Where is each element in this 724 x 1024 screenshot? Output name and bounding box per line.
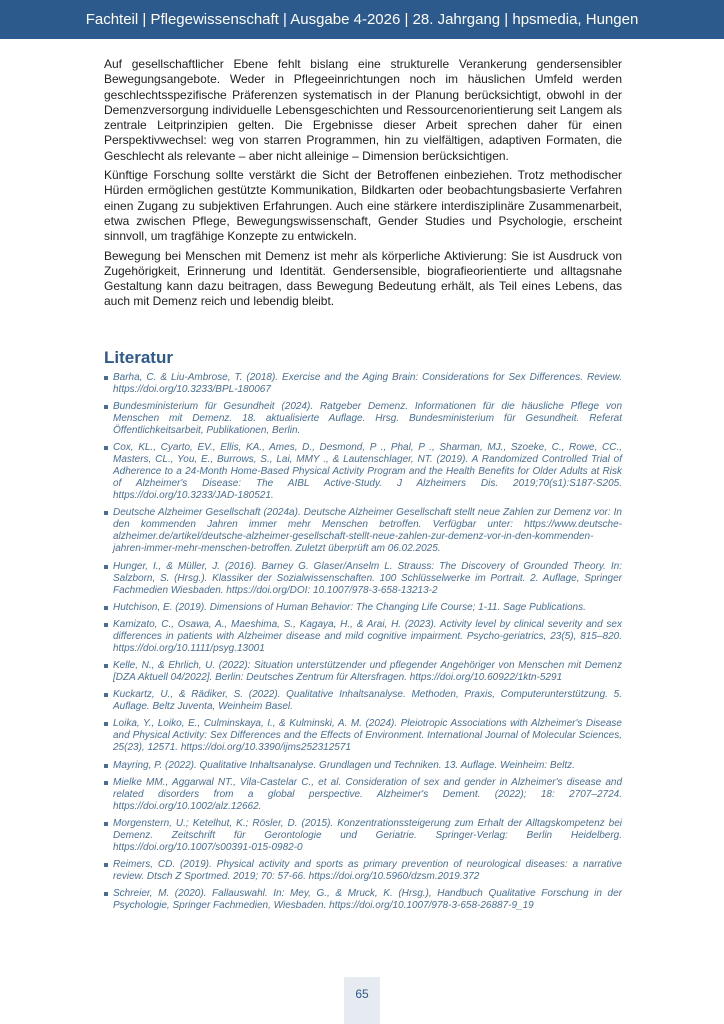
literature-heading: Literatur: [104, 347, 173, 367]
page-number-tab: [344, 977, 380, 1024]
reference-list: [104, 372, 622, 913]
bullet-icon: [104, 822, 108, 826]
reference-text: Deutsche Alzheimer Gesellschaft (2024a). Deutsche Alzheimer Gesellschaft stellt neue Zahlen zur Demenz vor: In den kommenden Jahren immer mehr Menschen betroffen. Verfügbar unter: https://www.deutsche-alzheimer.de/artikel/deutsche-alzheimer-gesellschaft-stellt-neue-zahlen-zur-demenz-vor-in-den-kommenden-jahren-immer-mehr-menschen-betroffen. Zuletzt überprüft am 06.02.2025.: [113, 507, 622, 555]
bullet-icon: [104, 722, 108, 726]
bullet-icon: [104, 565, 108, 569]
reference-text: Mielke MM., Aggarwal NT., Vila-Castelar C., et al. Consideration of sex and gender in Alzheimer's disease and related disorders from a global perspective. Alzheimer's Dement. (2022); 18: 2707–2724. https://doi.org/10.1002/alz.12662.: [113, 776, 622, 812]
page-header: [0, 0, 724, 39]
reference-text: Loika, Y., Loiko, E., Culminskaya, I., & Kulminski, A. M. (2024). Pleiotropic Associations with Alzheimer's Disease and Physical Activity: Sex Differences and the Effects of Environment. International Journal of Molecular Sciences, 25(23), 12571. https://doi.org/10.3390/ijms252312571: [113, 718, 622, 754]
reference-text: Mayring, P. (2022). Qualitative Inhaltsanalyse. Grundlagen und Techniken. 13. Auflage. Weinheim: Beltz.: [113, 759, 575, 771]
bullet-icon: [104, 405, 108, 409]
reference-item: [104, 689, 622, 713]
bullet-icon: [104, 446, 108, 450]
reference-text: Barha, C. & Liu-Ambrose, T. (2018). Exercise and the Aging Brain: Considerations for Sex Differences. Review. https://doi.org/10.3233/BPL-180067: [113, 371, 622, 395]
bullet-icon: [104, 781, 108, 785]
bullet-icon: [104, 764, 108, 768]
reference-item: [104, 442, 622, 502]
body-paragraph: Bewegung bei Menschen mit Demenz ist mehr als körperliche Aktivierung: Sie ist Ausdruck von Zugehörigkeit, Erinnerung und Identität. Gendersensible, biografieorientierte und alltagsnahe Gestaltung kann dazu beitragen, dass Bewegung Bedeutung erhält, als Teil eines Lebens, das auch mit Demenz reich und lebendig bleibt.: [104, 248, 622, 309]
reference-text: Hutchison, E. (2019). Dimensions of Human Behavior: The Changing Life Course; 1-11. Sage Publications.: [113, 601, 586, 613]
reference-item: [104, 660, 622, 684]
reference-text: Morgenstern, U.; Ketelhut, K.; Rösler, D. (2015). Konzentrationssteigerung zum Erhalt der Alltagskompetenz bei Demenz. Zeitschrift für Gerontologie und Geriatrie. Springer-Verlag: Berlin Heidelberg. https://doi.org/10.1007/s00391-015-0982-0: [113, 818, 622, 853]
reference-item: [104, 619, 622, 655]
reference-text: Reimers, CD. (2019). Physical activity and sports as primary prevention of neurological diseases: a narrative review. Dtsch Z Sportmed. 2019; 70: 57-66. https://doi.org/10.5960/dzsm.2019.372: [113, 859, 622, 883]
article-body: [104, 57, 622, 918]
reference-item: [104, 507, 622, 555]
reference-text: Bundesministerium für Gesundheit (2024). Ratgeber Demenz. Informationen für die häusliche Pflege von Menschen mit Demenz. 18. aktualisierte Auflage. Hrsg. Bundesministerium für Gesundheit. Referat Öffentlichkeitsarbeit, Publikationen, Berlin.: [113, 400, 622, 436]
reference-text: Kamizato, C., Osawa, A., Maeshima, S., Kagaya, H., & Arai, H. (2023). Activity level by clinical severity and sex differences in patients with Alzheimer disease and mild cognitive impairment. Psycho-geriatrics, 23(5), 815–820. https://doi.org/10.1111/psyg.13001: [113, 618, 622, 654]
bullet-icon: [104, 664, 108, 668]
reference-text: Cox, KL., Cyarto, EV., Ellis, KA., Ames, D., Desmond, P ., Phal, P ., Sharman, MJ., Szoeke, C., Rowe, CC., Masters, CL., You, E., Burrows, S., Lai, MMY ., & Lautenschlager, NT. (2019). A Randomized Controlled Trial of Adherence to a 24-Month Home-Based Physical Activity Program and the Health Benefits for Older Adults at Risk of Alzheimer's Disease: The AIBL Active-Study. J Alzheimers Dis. 2019;70(s1):S187-S205. https://doi.org/10.3233/JAD-180521.: [113, 442, 622, 502]
reference-text: Schreier, M. (2020). Fallauswahl. In: Mey, G., & Mruck, K. (Hrsg.), Handbuch Qualitative Forschung in der Psychologie, Springer Fachmedien, Wiesbaden. https://doi.org/10.1007/978-3-658-26887-9_19: [113, 888, 622, 912]
reference-item: [104, 859, 622, 883]
reference-text: Hunger, I., & Müller, J. (2016). Barney G. Glaser/Anselm L. Strauss: The Discovery of Grounded Theory. In: Salzborn, S. (Hrsg.). Klassiker der Sozialwissenschaften. 100 Schlüsselwerke im Portrait. 2. Auflage, Springer Fachmedien Wiesbaden. https://doi.org/DOI: 10.1007/978-3-658-13213-2: [113, 560, 622, 596]
reference-item: [104, 888, 622, 912]
reference-item: [104, 561, 622, 597]
body-paragraph: Auf gesellschaftlicher Ebene fehlt bislang eine strukturelle Verankerung gendersensibler Bewegungsangebote. Weder in Pflegeeinrichtungen noch im häuslichen Umfeld werden geschlechtsspezifische Präferenzen systematisch in der Planung berücksichtigt, obwohl in der Demenzversorgung individuelle Lebensgeschichten und Ressourcenorientierung seit Langem als zentrale Leitprinzipien gelten. Die Ergebnisse dieser Arbeit sprechen daher für einen Perspektivwechsel: weg von starren Programmen, hin zu vielfältigen, adaptiven Formaten, die Geschlecht als relevante – aber nicht alleinige – Dimension berücksichtigen.: [104, 57, 622, 163]
bullet-icon: [104, 892, 108, 896]
bullet-icon: [104, 376, 108, 380]
body-paragraph: Künftige Forschung sollte verstärkt die Sicht der Betroffenen einbeziehen. Trotz methodischer Hürden ermöglichen gestützte Kommunikation, Bildkarten oder beobachtungsbasierte Verfahren einen Zugang zu subjektiven Erfahrungen. Auch eine stärkere interdisziplinäre Zusammenarbeit, etwa zwischen Pflege, Bewegungswissenschaft, Gender Studies und Psychologie, erscheint sinnvoll, um tragfähige Konzepte zu entwickeln.: [104, 168, 622, 244]
reference-text: Kuckartz, U., & Rädiker, S. (2022). Qualitative Inhaltsanalyse. Methoden, Praxis, Computerunterstützung. 5. Auflage. Beltz Juventa, Weinheim Basel.: [113, 689, 622, 713]
reference-item: [104, 818, 622, 854]
reference-item: [104, 718, 622, 754]
reference-item: [104, 372, 622, 396]
reference-item: [104, 760, 622, 772]
reference-item: [104, 401, 622, 437]
reference-item: [104, 777, 622, 813]
header-title: Fachteil | Pflegewissenschaft | Ausgabe 4-2026 | 28. Jahrgang | hpsmedia, Hungen: [85, 11, 639, 28]
bullet-icon: [104, 511, 108, 515]
bullet-icon: [104, 606, 108, 610]
reference-text: Kelle, N., & Ehrlich, U. (2022): Situation unterstützender und pflegender Angehöriger von Menschen mit Demenz [DZA Aktuell 04/2022]. Berlin: Deutsches Zentrum für Altersfragen. https://doi.org/10.60922/1ktn-5291: [113, 660, 622, 684]
bullet-icon: [104, 693, 108, 697]
bullet-icon: [104, 863, 108, 867]
page-number: 65: [355, 987, 369, 1001]
reference-item: [104, 602, 622, 614]
bullet-icon: [104, 623, 108, 627]
